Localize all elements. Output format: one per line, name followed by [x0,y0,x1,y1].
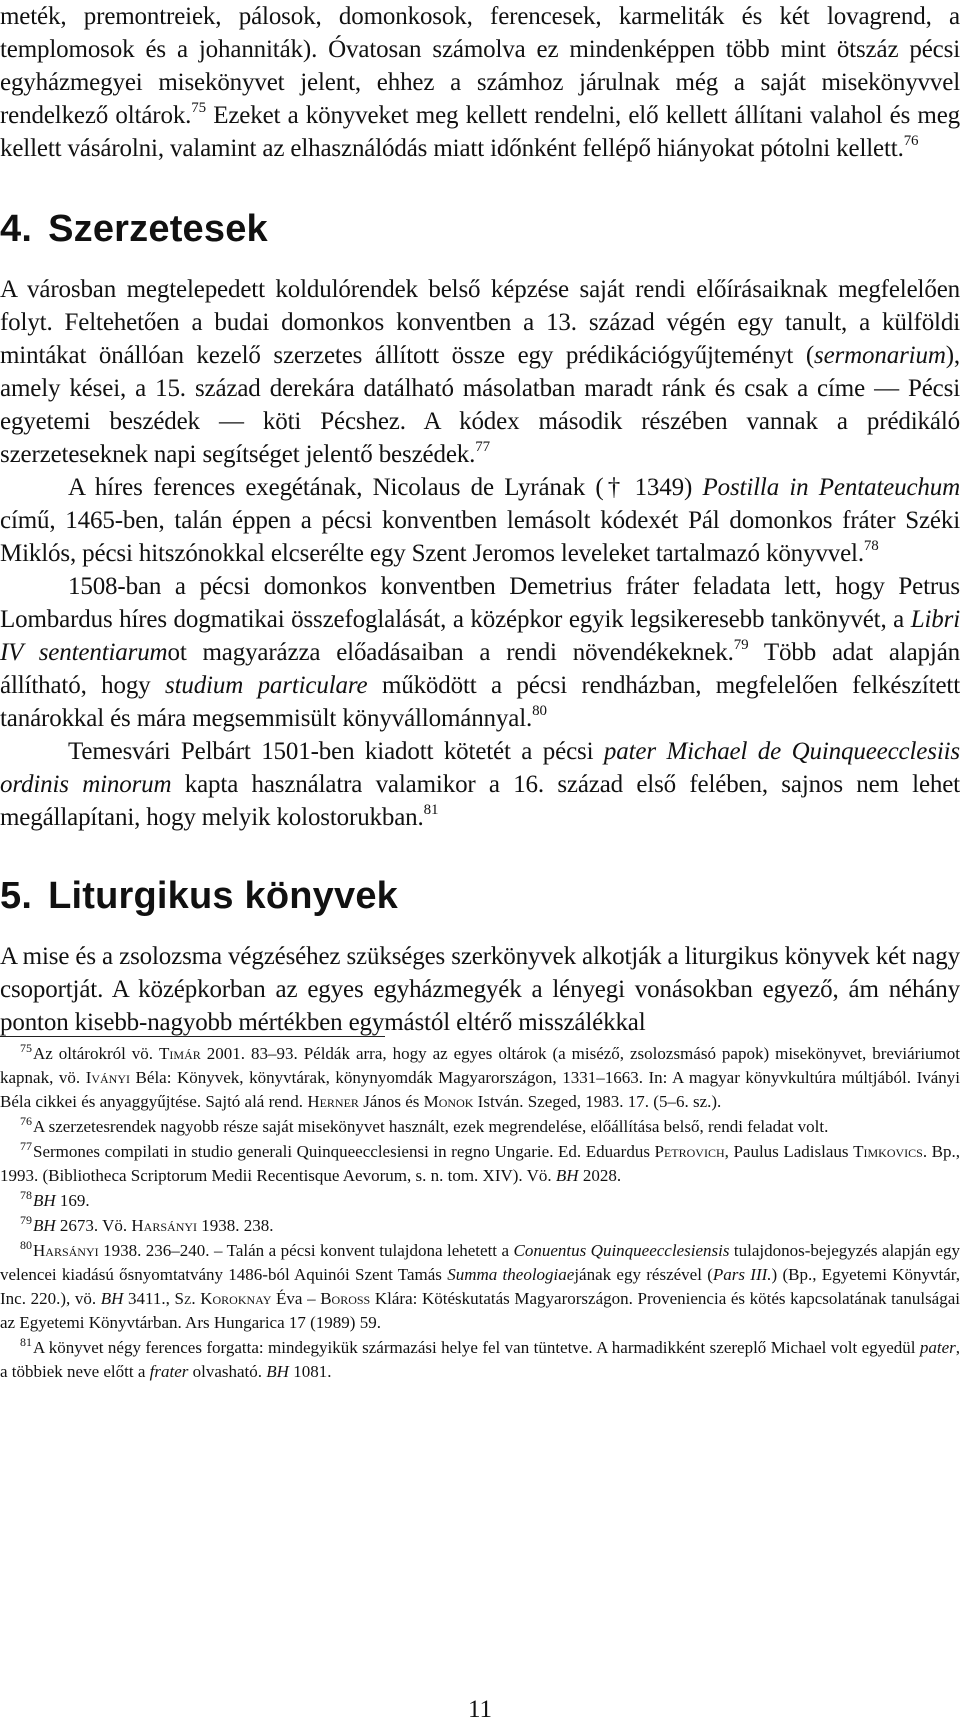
footnote-ref-81[interactable]: 81 [423,802,439,818]
footnote-ref-80[interactable]: 80 [532,703,547,719]
footnote-80: $^{80}$Harsányi 1938. 236–240. – Talán a pécsi konvent tulajdona lehetett a Conuentus Quinqueecclesiensis tulajdonos-bejegyzés alapján egy velencei kiadású ősnyomtatvány 1486-ból Aquinói Szent Tamás Summa theologiaejának egy részével (Pars III.) (Bp., Egyetemi Könyvtár, Inc. 220.), vö. BH 3411., Sz. Koroknay Éva – Boross Klára: Kötéskutatás Magyarországon. Proveniencia és kötés kapcsolatának tanulságai az Egyetemi Könyvtárban. Ars Hungarica 17 (1989) 59. [0,1238,960,1332]
footnote-ref-77[interactable]: 77 [475,439,490,455]
footnote-75: $^{75}$Az oltárokról vö. Timár 2001. 83–93. Példák arra, hogy az egyes oltárok (a miséző, zsolozsmásó papok) misekönyvet, breviáriumot kapnak, vö. Iványi Béla: Könyvek, könyvtárak, könynyomdák Magyarországon, 1331–1663. In: A magyar könyvkultúra múltjából. Iványi Béla cikkei és anyaggyűjtése. Sajtó alá rend. Herner János és Monok István. Szeged, 1983. 17. (5–6. sz.). [0,1041,960,1111]
paragraph: A híres ferences exegétának, Nicolaus de Lyrának († 1349) Postilla in Pentateuchum című, 1465-ben, talán éppen a pécsi konventben lemásolt kódexét Pál domonkos fráter Széki Miklós, pécsi hitszónokkal elcserélte egy Szent Jeromos leveleket tartalmazó könyvvel.$^{78}$ [0,474,960,567]
footnote-ref-76[interactable]: 76 [903,133,919,149]
footnote-78: $^{78}$BH 169. [20,1188,90,1210]
footnote-81: $^{81}$A könyvet négy ferences forgatta: mindegyikük származási helye fel van tüntetve. A harmadikként szereplő Michael volt egyedül pater, a többiek neve előtt a frater olvasható. BH 1081. [0,1335,960,1381]
footnote-ref-75[interactable]: 75 [191,100,206,116]
section-heading-4: 4. Szerzetesek [0,208,268,250]
page-number: 11 [467,1696,493,1723]
footnotes [0,1042,960,1385]
footnote-separator [0,1036,385,1037]
paragraph: A mise és a zsolozsma végzéséhez szükséges szerkönyvek alkotják a liturgikus könyvek két nagy csoportját. A középkorban az egyes egyházmegyék a lényegi vonásokban egyező, ám néhány ponton kisebb-nagyobb mértékben egymástól eltérő misszálékkal [0,943,960,1036]
footnote-ref-78[interactable]: 78 [863,538,879,554]
paragraph-continuation: meték, premontreiek, pálosok, domonkosok, ferencesek, karmeliták és két lovagrend, a templomosok és a johanniták). Óvatosan számolva ez mindenképpen több mint ötszáz pécsi egyházmegyei misekönyvet jelent, ehhez a számhoz járulnak még a saját misekönyvvel rendelkező oltárok.$^{75}$ Ezeket a könyveket meg kellett rendelni, elő kellett állítani valahol és meg kellett vásárolni, valamint az elhasználódás miatt időnként fellépő hiányokat pótolni kellett.$^{76}$ [0,3,960,162]
footnote-77: $^{77}$Sermones compilati in studio generali Quinqueecclesiensi in regno Ungarie. Ed. Eduardus Petrovich, Paulus Ladislaus Timkovics. Bp., 1993. (Bibliotheca Scriptorum Medii Recentisque Aevorum, s. n. tom. XIV). Vö. BH 2028. [0,1139,960,1185]
footnote-79: $^{79}$BH 2673. Vö. Harsányi 1938. 238. [20,1213,274,1235]
paragraph: 1508-ban a pécsi domonkos konventben Demetrius fráter feladata lett, hogy Petrus Lombardus híres dogmatikai összefoglalását, a középkor egyik legsikeresebb tankönyvét, a Libri IV sententiarumot magyarázza előadásaiban a rendi növendékeknek.$^{79}$ Több adat alapján állítható, hogy studium particulare működött a pécsi rendházban, megfelelően felkészített tanárokkal és mára megsemmisült könyvállománnyal.$^{80}$ [0,573,960,732]
paragraph: A városban megtelepedett koldulórendek belső képzése saját rendi előírásaiknak megfelelően folyt. Feltehetően a budai domonkos konventben a 13. század végén egy tanult, a külföldi mintákat önállóan kezelő szerzetes állított össze egy prédikációgyűjteményt (sermonarium), amely kései, a 15. század derekára datálható másolatban maradt ránk és csak a címe — Pécsi egyetemi beszédek — köti Pécshez. A kódex második részében vannak a prédikáló szerzeteseknek napi segítséget jelentő beszédek.$^{77}$ [0,276,960,468]
footnote-ref-79[interactable]: 79 [733,637,749,653]
paragraph: Temesvári Pelbárt 1501-ben kiadott kötetét a pécsi pater Michael de Quinqueecclesiis ordinis minorum kapta használatra valamikor a 16. század első felében, sajnos nem lehet megállapítani, hogy melyik kolostorukban.$^{81}$ [0,738,960,831]
section-heading-5: 5. Liturgikus könyvek [0,875,399,917]
footnote-76: $^{76}$A szerzetesrendek nagyobb része saját misekönyvet használt, ezek megrendelése, előállítása belső, rendi feladat volt. [20,1114,829,1136]
